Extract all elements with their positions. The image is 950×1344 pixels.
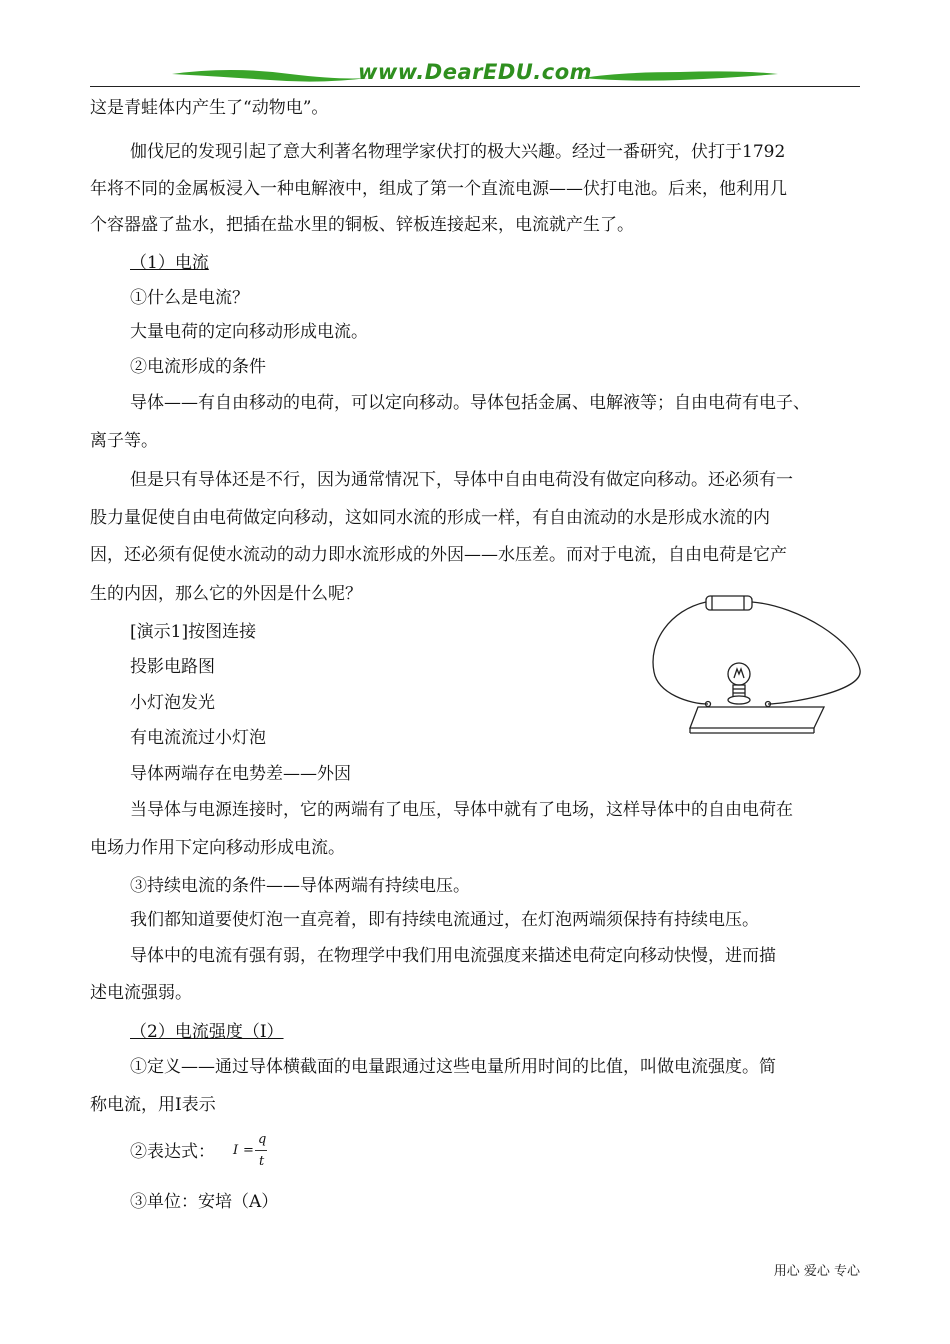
header-swoosh-left xyxy=(170,64,370,88)
text-line: 导体——有自由移动的电荷，可以定向移动。导体包括金属、电解液等；自由电荷有电子、 xyxy=(130,393,810,413)
section-heading-current: （1）电流 xyxy=(130,253,209,273)
text-line: 大量电荷的定向移动形成电流。 xyxy=(130,322,368,342)
board-icon xyxy=(690,707,824,728)
formula-numerator: q xyxy=(258,1132,267,1147)
text-line: [演示1]按图连接 xyxy=(130,622,257,642)
text-line: ①定义——通过导体横截面的电量跟通过这些电量所用时间的比值，叫做电流强度。简 xyxy=(130,1057,776,1077)
text-line: 我们都知道要使灯泡一直亮着，即有持续电流通过，在灯泡两端须保持有持续电压。 xyxy=(130,910,759,930)
text-line: ①什么是电流？ xyxy=(130,288,249,308)
text-line: 因，还必须有促使水流动的动力即水流形成的外因——水压差。而对于电流，自由电荷是它产 xyxy=(90,545,787,565)
text-line: ②表达式： xyxy=(130,1142,215,1162)
text-line: 称电流，用I表示 xyxy=(90,1095,216,1115)
page-header xyxy=(90,58,860,90)
text-line: 投影电路图 xyxy=(130,657,215,677)
right-wire xyxy=(752,602,860,704)
left-wire xyxy=(653,602,708,704)
text-line: ②电流形成的条件 xyxy=(130,357,266,377)
header-rule xyxy=(90,86,860,87)
text-line: 导体中的电流有强有弱，在物理学中我们用电流强度来描述电荷定向移动快慢，进而描 xyxy=(130,946,776,966)
fraction-bar xyxy=(255,1150,267,1151)
battery-icon xyxy=(706,596,752,610)
text-line: 股力量促使自由电荷做定向移动，这如同水流的形成一样，有自由流动的水是形成水流的内 xyxy=(90,508,770,528)
text-line: ③持续电流的条件——导体两端有持续电压。 xyxy=(130,876,470,896)
text-line: 年将不同的金属板浸入一种电解液中，组成了第一个直流电源——伏打电池。后来，他利用几 xyxy=(90,179,787,199)
text-line: 这是青蛙体内产生了“动物电”。 xyxy=(90,98,329,118)
formula-denominator: t xyxy=(259,1154,265,1169)
page-footer: 用心 爱心 专心 xyxy=(773,1264,860,1279)
text-line: ③单位：安培（A） xyxy=(130,1192,279,1212)
formula-equals: = xyxy=(243,1143,254,1158)
text-line: 离子等。 xyxy=(90,431,158,451)
text-line: 伽伐尼的发现引起了意大利著名物理学家伏打的极大兴趣。经过一番研究，伏打于1792 xyxy=(130,142,786,162)
text-line: 有电流流过小灯泡 xyxy=(130,728,266,748)
text-line: 但是只有导体还是不行，因为通常情况下，导体中自由电荷没有做定向移动。还必须有一 xyxy=(130,470,793,490)
text-line: 生的内因，那么它的外因是什么呢？ xyxy=(90,584,362,604)
text-line: 导体两端存在电势差——外因 xyxy=(130,764,351,784)
header-swoosh-right xyxy=(580,64,780,88)
text-line: 小灯泡发光 xyxy=(130,693,215,713)
text-line: 当导体与电源连接时，它的两端有了电压，导体中就有了电场，这样导体中的自由电荷在 xyxy=(130,800,793,820)
text-line: 电场力作用下定向移动形成电流。 xyxy=(90,838,345,858)
formula-lhs: I xyxy=(233,1143,239,1158)
site-logo: www.DearEDU.com xyxy=(357,60,593,84)
text-line: 个容器盛了盐水，把插在盐水里的铜板、锌板连接起来，电流就产生了。 xyxy=(90,215,634,235)
circuit-diagram xyxy=(650,592,865,742)
section-heading-current-intensity: （2）电流强度（I） xyxy=(130,1022,284,1042)
current-formula xyxy=(233,1132,273,1176)
text-line: 述电流强弱。 xyxy=(90,983,192,1003)
